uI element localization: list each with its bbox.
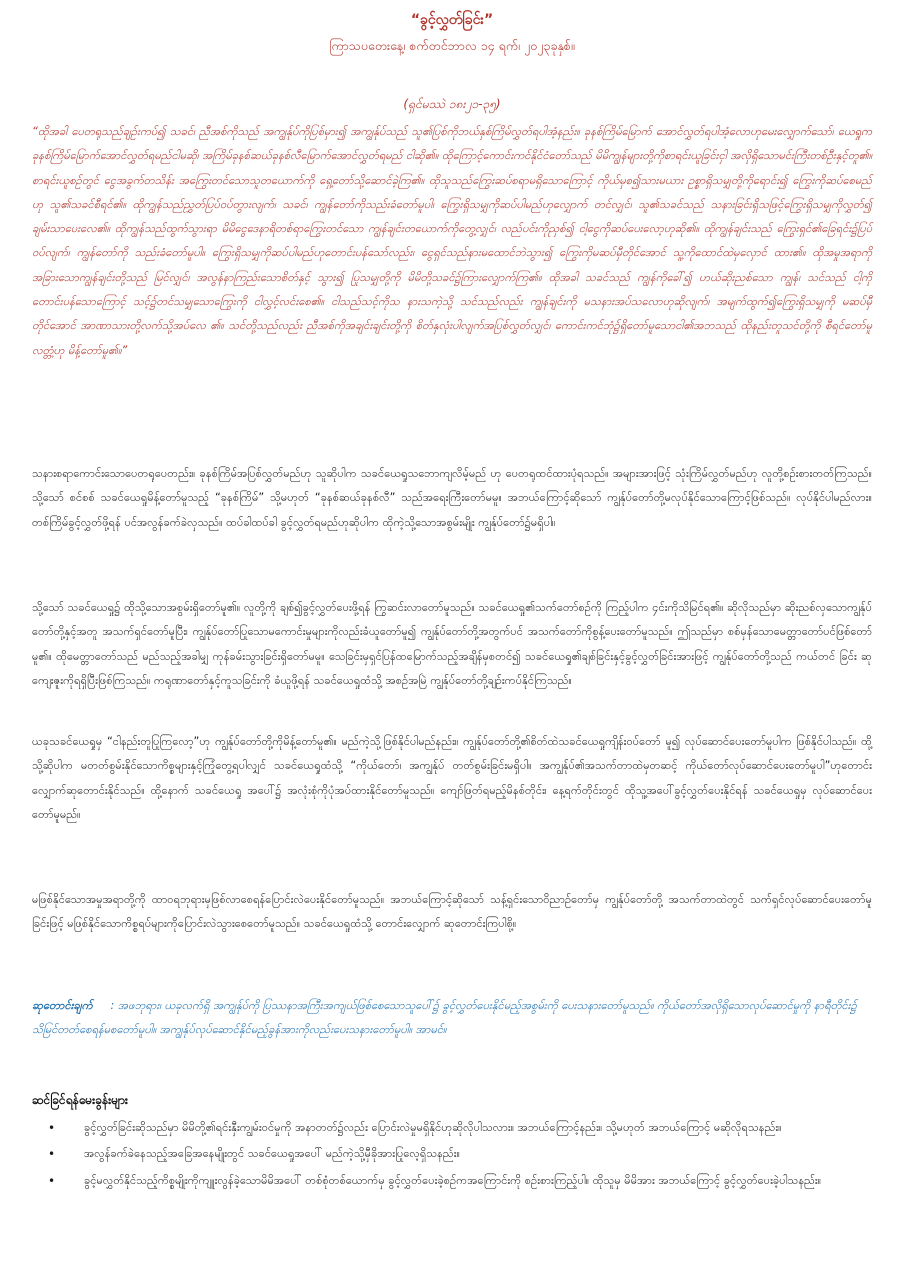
bullet-icon: •	[48, 1147, 56, 1162]
bullet-icon: •	[48, 1121, 56, 1135]
scripture-quote: “ထိုအခါ ပေတရုသည်ချဉ်းကပ်၍ သခင်၊ ညီအစ်ကိုသည် အကျွန်ုပ်ကိုပြစ်မှား၍ အကျွန်ုပ်သည် သူ၏ပြစ်ကိုဘယ်နှစ်ကြိမ်လွှတ်ရပါအံ့နည်း။ ခုနစ်ကြိမ်မြောက် အောင်လွှတ်ရပါအံ့လောဟုမေးလျှောက်သော်၊ ယေရှုကခုနစ်ကြိမ်မြောက်အောင်လွှတ်ရမည်ငါမဆို၊ အကြိမ်ခုနစ်ဆယ်ခုနစ်လီမြောက်အောင်လွှတ်ရမည် ငါဆို၏။ ထိုကြောင့်ကောင်းကင်နိုင်ငံတော်သည် မိမိကျွန်များတို့ကိုစာရင်းယူခြင်းငှါ အလိုရှိသောမင်းကြီးတစ်ဦးနှင့်တူ၏။ စာရင်းယူစဉ်တွင် ငွေအခွက်တသိန်း အကြွေးတင်သောသူတယောက်ကို ရှေ့တော်သို့ဆောင်ခဲ့ကြ၏။ ထိုသူသည်ကြွေးဆပ်စရာမရှိသောကြောင့် ကိုယ်မှစ၍သားမယား ဥစ္စာရှိသမျှတို့ကိုရောင်း၍ ကြွေးကိုဆပ်စေမည်ဟု သူ၏သခင်စီရင်၏။ ထိုကျွန်သည်ညွှတ်ပြပ်ဝပ်တွားလျက်၊ သခင်၊ ကျွန်တော်ကိုသည်းခံတော်မူပါ၊ ကြွေးရှိသမျှကိုဆပ်ပါမည်ဟုလျှောက် တင်လျှင်၊ သူ၏သခင်သည် သနားခြင်းရှိသဖြင့်ကြွေးရှိသမျှကိုလွှတ်၍ ချမ်းသာပေးလေ၏။ ထိုကျွန်သည်ထွက်သွားရာ မိမိငွေဒေနာရိတစ်ရာကြွေးတင်သော ကျွန်ချင်းတယောက်ကိုတွေ့လျှင်၊ လည်ပင်းကိုညှစ်၍ ငါ့ငွေကိုဆပ်ပေးလော့ဟုဆို၏။ ထိုကျွန်ချင်းသည် ကြွေးရှင်၏ခြေရင်း၌ပြပ်ဝပ်လျက်၊ ကျွန်တော်ကို သည်းခံတော်မူပါ။ ကြွေးရှိသမျှကိုဆပ်ပါမည်ဟုတောင်းပန်သော်လည်း၊ ငွေရှင်သည်နားမထောင်ဘဲသွား၍ ကြွေးကိုမဆပ်မှီတိုင်အောင် သူ့ကိုထောင်ထဲမှလှောင် ထား၏။ ထိုအမှုအရာကို အခြားသောကျွန်ချင်းတို့သည် မြင်လျှင်၊ အလွန်နာကြည်းသောစိတ်နှင့် သွား၍ ပြုသမျှတို့ကို မိမိတို့သခင်၌ကြားလျှောက်ကြ၏။ ထိုအခါ သခင်သည် ကျွန်ကိုခေါ်၍ ဟယ်ဆိုးညစ်သော ကျွန်၊ သင်သည် ငါ့ကိုတောင်းပန်သောကြောင့် သင့်၌တင်သမျှသောကြွေးကို ငါလွှင့်လင်းစေ၏။ ငါသည်သင့်ကိုသ နားသကဲ့သို့ သင်သည်လည်း ကျွန်ချင်းကို မသနားအပ်သလောဟုဆိုလျက်၊ အမျက်ထွက်၍ကြွေးရှိသမျှကို မဆပ်မှီတိုင်အောင် အာဏာသားတို့လက်သို့အပ်လေ ၏။ သင်တို့သည်လည်း ညီအစ်ကိုအချင်းချင်းတို့ကို စိတ်နှလုံးပါလျက်အပြစ်လွှတ်လျှင်၊ ကောင်းကင်ဘုံ၌ရှိတော်မူသောငါ၏အဘသည် ထိုနည်းတူသင်တို့ကို စီရင်တော်မူလတ္တံ့ဟု မိန့်တော်မူ၏။”	[32, 125, 872, 357]
question-text: ခွင့်လွှတ်ခြင်းဆိုသည်မှာ မိမိတို့၏ရင်းနှီးကျွမ်းဝင်မှုကို အနာတတ်၌လည်း ပြောင်းလဲမှုမရှိနိုင်ဟုဆိုလိုပါသလား။ အဘယ်ကြောင့်နည်း။ သို့မဟုတ် အဘယ်ကြောင့် မဆိုလိုရသနည်း။	[84, 1121, 782, 1134]
page-title: “ခွင့်လွှတ်ခြင်း”	[410, 12, 494, 28]
question-text: ခွင့်မလွှတ်နိုင်သည့်ကိစ္စမျိုးကိုကျူးလွန်ခဲ့သောမိမိအပေါ် တစ်စုံတစ်ယောက်မှ ခွင့်လွှတ်ပေးခဲ့စဉ်ကအကြောင်းကို စဉ်းစားကြည့်ပါ။ ထိုသူမှ မိမိအား အဘယ်ကြောင့် ခွင့်လွှတ်ပေးခဲ့ပါသနည်း။	[84, 1173, 822, 1187]
bullet-icon: •	[48, 1173, 56, 1188]
body-paragraph-2: သို့သော် သခင်ယေရှု၌ ထိုသို့သောအစွမ်းရှိတော်မူ၏။ လူတို့ကို ချစ်၍ခွင့်လွှတ်ပေးဖို့ရန် ကြွဆင်းလာတော်မူသည်။ သခင်ယေရှု၏သက်တော်စဉ်ကို ကြည့်ပါက ၄င်းကိုသိမြင်ရ၏။ ဆိုလိုသည်မှာ ဆိုးညစ်လှသောကျွန်ုပ်တော်တို့နှင့်အတူ အသက်ရှင်တော်မူပြီး၊ ကျွန်ုပ်တော်ပြုသောမကောင်းမှုများကိုလည်းခံယူတော်မူ၍ ကျွန်ုပ်တော်တို့အတွက်ပင် အသက်တော်ကိုစွန့်ပေးတော်မူသည်။ ဤသည်မှာ စစ်မှန်သောမေတ္တာတော်ပင်ဖြစ်တော်မူ၏။ ထိုမေတ္တာတော်သည် မည်သည့်အခါမျှ ကုန်ခမ်းသွားခြင်းရှိတော်မမူ။ သေခြင်းမှရှင်ပြန်ထမြောက်သည့်အချိန်မှစတင်၍ သခင်ယေရှု၏ချစ်ခြင်းနှင့်ခွင့်လွှတ်ခြင်းအားဖြင့် ကျွန်ုပ်တော်တို့သည် ကယ်တင် ခြင်း ဆုကျေးဇူးကိုရရှိပြီးဖြစ်ကြသည်။ ကရုဏာတော်နှင့်ကူသခြင်းကို ခံယူဖို့ရန် သခင်ယေရှုထံသို့ အစဉ်အမြဲ ကျွန်ုပ်တော်တို့ချဉ်းကပ်နိုင်ကြသည်။	[32, 601, 872, 687]
prayer-text: : အဖဘုရား၊ ယခုလက်ရှိ အကျွန်ုပ်ကို ပြဿနာအကြီးအကျယ်ဖြစ်စေသောသူပေါ်၌ ခွင့်လွှတ်ပေးနိုင်မည့်အစွမ်းကို ပေးသနားတော်မူသည်။ ကိုယ်တော်အလိုရှိသောလုပ်ဆောင်မှုကို နာရီတိုင်း၌ သိမြင်တတ်စေရန်မစတော်မူပါ။ အကျွန်ုပ်လုပ်ဆောင်နိုင်မည့်ခွန်အားကိုလည်းပေးသနားတော်မူပါ။ အာမင်။	[32, 999, 857, 1037]
list-item	[48, 1142, 872, 1166]
reflection-questions-heading: ဆင်ခြင်ရန်မေးခွန်းများ	[32, 1093, 128, 1107]
prayer-label: ဆုတောင်းချက်	[32, 999, 93, 1012]
reflection-questions-list	[48, 1116, 872, 1195]
prayer-block	[32, 994, 872, 1043]
body-paragraph-1: သနားစရာကောင်းသောပေတရုပေတည်း။ ခုနစ်ကြိမ်အပြစ်လွှတ်မည်ဟု သူဆိုပါက သခင်ယေရှုသဘောကျလိမ့်မည် ဟု ပေတရုထင်ထားပုံရသည်။ အများအားဖြင့် သုံးကြိမ်လွှတ်မည်ဟု လူတို့စဉ်းစားတတ်ကြသည်။ သို့သော် စင်စစ် သခင်ယေရှုမိန့်တော်မူသည့် “ခုနစ်ကြိမ်” သို့မဟုတ် “ခုနစ်ဆယ်ခုနစ်လီ” သည်အရေးကြီးတော်မမူ။ အဘယ်ကြောင့်ဆိုသော် ကျွန်ုပ်တော်တို့မလုပ်နိုင်သောကြောင့်ဖြစ်သည်။ လုပ်နိုင်ပါမည်လား။ တစ်ကြိမ်ခွင့်လွှတ်ဖို့ရန် ပင်အလွန်ခက်ခဲလှသည်။ ထပ်ခါထပ်ခါ ခွင့်လွှတ်ရမည်ဟုဆိုပါက ထိုကဲ့သို့သောအစွမ်းမျိုး ကျွန်ုပ်တော်၌မရှိပါ။	[32, 467, 872, 529]
body-paragraph-4: မဖြစ်နိုင်သောအမှုအရာတို့ကို ထာဝရဘုရားမှဖြစ်လာစေရန်ပြောင်းလဲပေးနိုင်တော်မူသည်။ အဘယ်ကြောင့်ဆိုသော် သန့်ရှင်းသောဝိညာဉ်တော်မှ ကျွန်ုပ်တော်တို့ အသက်တာထဲတွင် သက်ရှင်လုပ်ဆောင်ပေးတော်မူခြင်းဖြင့် မဖြစ်နိုင်သောကိစ္စရပ်များကိုပြောင်းလဲသွားစေတော်မူသည်။ သခင်ယေရှုထံသို့ တောင်းလျှောက် ဆုတောင်းကြပါစို့။	[32, 893, 872, 931]
list-item	[48, 1116, 872, 1140]
date-line: ကြာသပတေးနေ့၊ စက်တင်ဘာလ ၁၄ ရက်၊ ၂၀၂၃ခုနှစ်။	[329, 38, 575, 53]
question-text: အလွန်ခက်ခဲနေသည့်အခြေအနေမျိုးတွင် သခင်ယေရှုအပေါ် မည်ကဲ့သို့မှီခိုအားပြုလေ့ရှိသနည်း။	[84, 1147, 460, 1161]
list-item	[48, 1169, 872, 1193]
scripture-reference: (ရှင်မဿဲ ၁၈း၂၁-၃၅)	[403, 97, 501, 111]
body-paragraph-3: ယခုသခင်ယေရှုမှ “ငါနည်းတူပြုကြလော့”ဟု ကျွန်ုပ်တော်တို့ကိုမိန့်တော်မူ၏။ မည်ကဲ့သို့ဖြစ်နိုင်ပါမည်နည်း။ ကျွန်ုပ်တော်တို့၏စိတ်ထဲသခင်ယေရှုကျိန်းဝပ်တော် မူ၍ လုပ်ဆောင်ပေးတော်မူပါက ဖြစ်နိုင်ပါသည်။ ထို့သို့ဆိုပါက မတတ်စွမ်းနိုင်သောကိစ္စများနှင့်ကြုံတွေ့ရပါလျှင် သခင်ယေရှုထံသို့ “ကိုယ်တော်၊ အကျွန်ုပ် တတ်စွမ်းခြင်းမရှိပါ။ အကျွန်ုပ်၏အသက်တာထဲမှတဆင့် ကိုယ်တော်လုပ်ဆောင်ပေးတော်မူပါ”ဟုတောင်းလျှောက်ဆုတောင်းနိုင်သည်။ ထို့နောက် သခင်ယေရှု အပေါ်၌ အလုံးစုံကိုပုံအပ်ထားနိုင်တော်မူသည်။ ကျော်ဖြတ်ရမည့်မိနစ်တိုင်း၊ နေ့ရက်တိုင်းတွင် ထိုသူ့အပေါ်ခွင့်လွှတ်ပေးနိုင်ရန် သခင်ယေရှုမှ လုပ်ဆောင်ပေး တော်မူမည်။	[32, 735, 872, 821]
